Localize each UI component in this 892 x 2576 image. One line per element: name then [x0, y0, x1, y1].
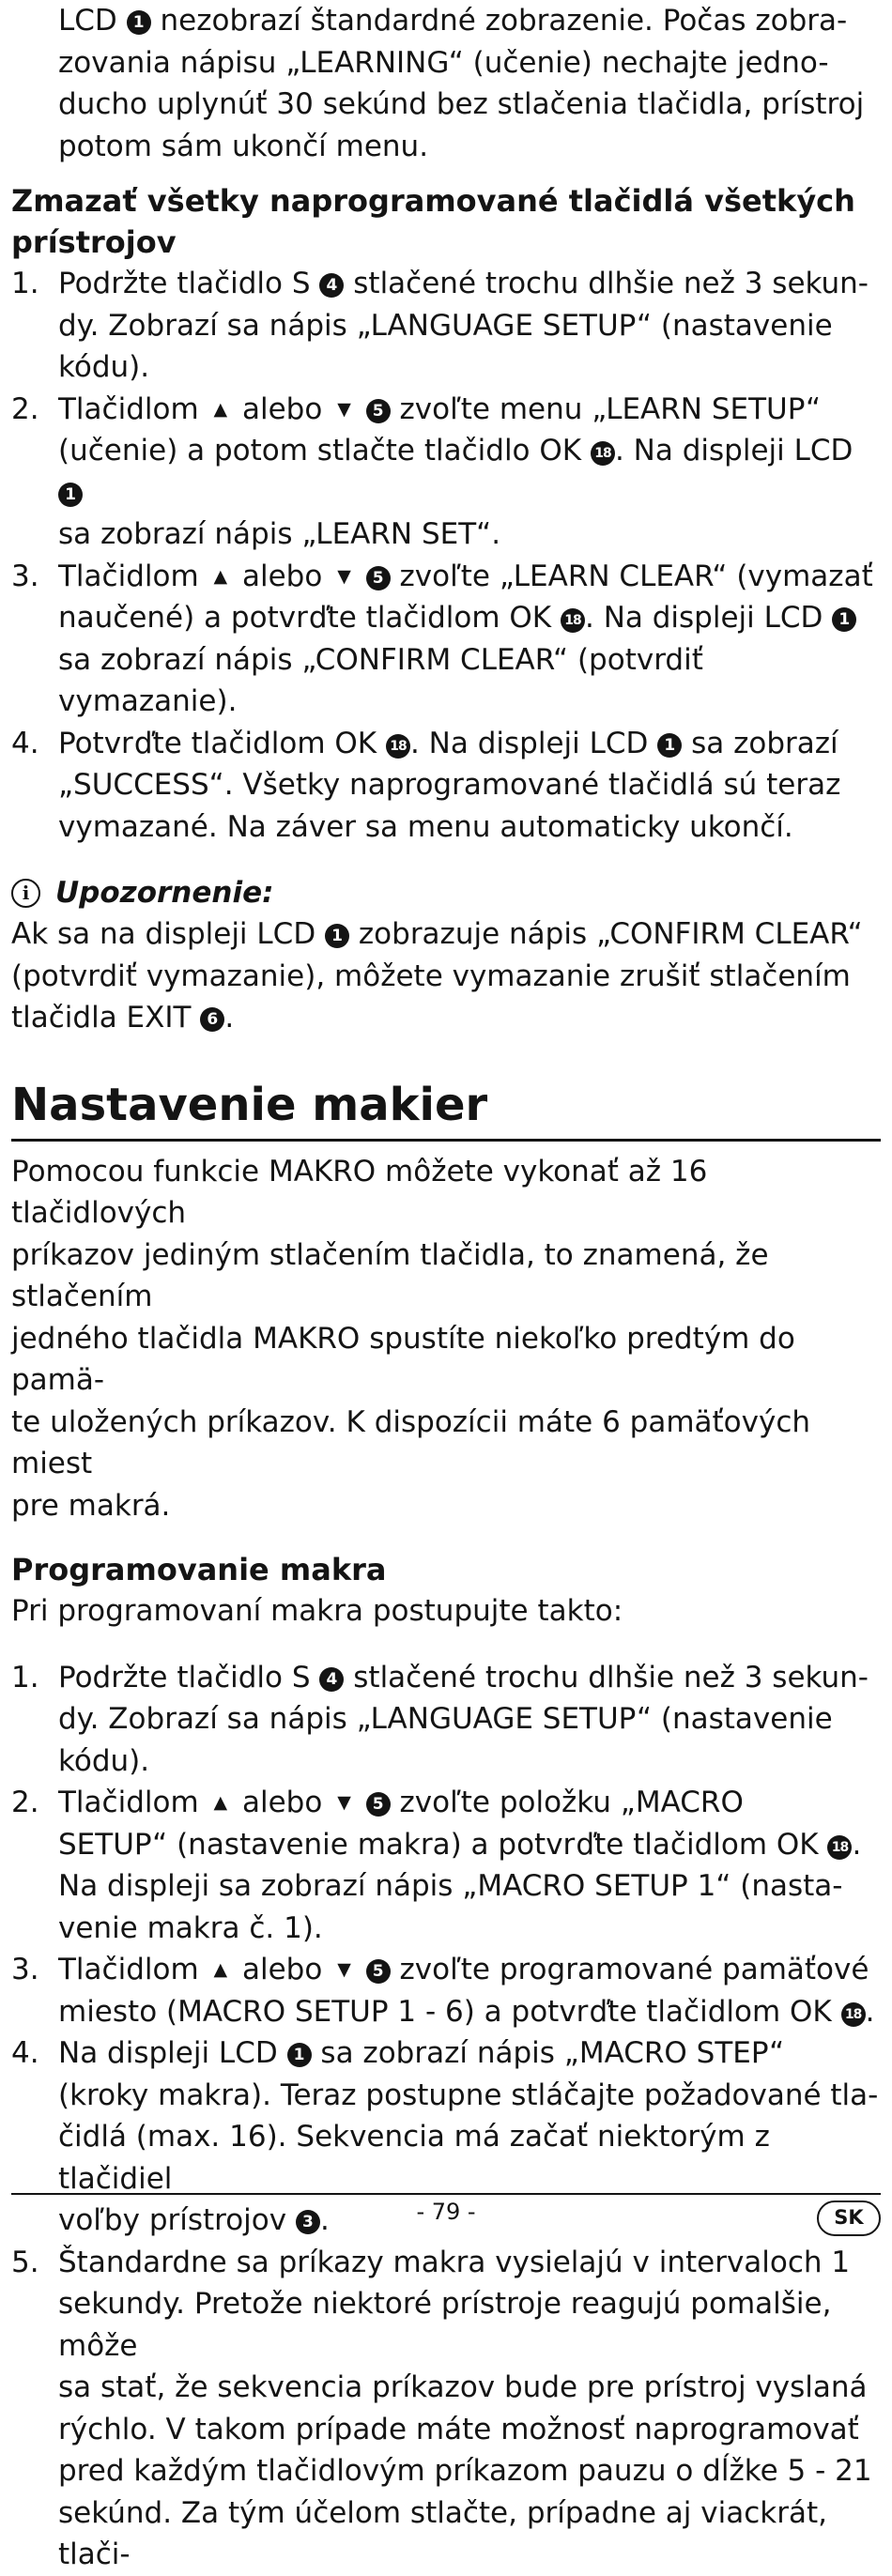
intro-line: zovania nápisu „LEARNING“ (učenie) nechajte jedno-: [58, 45, 829, 80]
manual-page: [11, 0, 881, 2576]
step-number: 1.: [11, 267, 39, 300]
note-box: [11, 872, 881, 1039]
arrow-up-icon: ▲: [213, 565, 228, 587]
intro-lcd: LCD: [58, 4, 117, 38]
ref-marker-3: 3: [296, 2210, 320, 2234]
step-text: Tlačidlom ▲ alebo ▼ 5 zvoľte položku „MACRO SETUP“ (nastavenie makra) a potvrďte tlačidlom OK 18 . Na displeji sa zobrazí nápis „MACRO SETUP 1“ (nasta- venie makra č. 1).: [58, 1786, 861, 1945]
arrow-down-icon: ▼: [337, 1792, 351, 1813]
macro-intro-line: Pomocou funkcie MAKRO môžete vykonať až 16 tlačidlových: [11, 1154, 708, 1230]
macro-intro-line: príkazov jediným stlačením tlačidla, to znamená, že stlačením: [11, 1237, 769, 1313]
step-number: 4.: [11, 2036, 39, 2070]
language-badge: SK: [817, 2200, 881, 2236]
step-item: [11, 556, 881, 723]
step-item: [11, 1657, 881, 1783]
intro-line: potom sám ukončí menu.: [58, 129, 429, 163]
step-text: Podržte tlačidlo S 4 stlačené trochu dlhšie než 3 sekun- dy. Zobrazí sa nápis „LANGUAGE SETUP“ (nastavenie kódu).: [58, 1660, 869, 1778]
step-number: 3.: [11, 1953, 39, 1986]
ref-marker-4: 4: [319, 1667, 344, 1692]
step-text: Na displeji LCD 1 sa zobrazí nápis „MACRO STEP“ (kroky makra). Teraz postupne stláčajte požadované tla- čidlá (max. 16). Sekvencia má začať niektorým z tlačidiel voľby prístrojov 3 .: [58, 2036, 879, 2237]
intro-line1-rest: nezobrazí štandardné zobrazenie. Počas zobra-: [160, 4, 848, 38]
note-text: Ak sa na displeji LCD 1 zobrazuje nápis „CONFIRM CLEAR“ (potvrdiť vymazanie), môžete vymazanie zrušiť stlačením tlačidla EXIT 6 .: [11, 917, 863, 1035]
macro-section-title: Nastavenie makier: [11, 1077, 881, 1142]
ref-marker-5: 5: [366, 1792, 391, 1817]
step-number: 5.: [11, 2245, 39, 2279]
page-number: - 79 -: [416, 2199, 476, 2225]
clear-steps-list: [11, 263, 881, 848]
step-number: 2.: [11, 1786, 39, 1819]
ref-marker-5: 5: [366, 399, 391, 423]
step-number: 2.: [11, 391, 39, 426]
clear-heading-line1: Zmazať všetky naprogramované tlačidlá všetkých: [11, 183, 855, 219]
ref-marker-1: 1: [657, 733, 682, 758]
intro-line: ducho uplynúť 30 sekúnd bez stlačenia tlačidla, prístroj: [58, 87, 865, 121]
info-icon: i: [11, 879, 40, 908]
step-item: [11, 1782, 881, 1949]
step-item: [11, 263, 881, 389]
ref-marker-18: 18: [386, 734, 410, 759]
step-text: Štandardne sa príkazy makra vysielajú v intervaloch 1 sekundy. Pretože niektoré prístroje reagujú pomalšie, môže sa stať, že sekvencia príkazov bude pre prístroj vyslaná rýchlo. V takom prípade máte možnosť naprogramovať pred každým tlačidlovým príkazom pauzu o dĺžke 5 - 21 sekúnd. Za tým účelom stlačte, prípadne aj viackrát, tlači-: [58, 2245, 872, 2571]
intro-paragraph: [11, 0, 881, 167]
arrow-down-icon: ▼: [337, 1959, 351, 1980]
arrow-up-icon: ▲: [213, 1959, 228, 1980]
clear-heading-line2: prístrojov: [11, 224, 177, 260]
step-item: [11, 2242, 881, 2576]
ref-marker-4: 4: [319, 273, 344, 298]
step-text: Tlačidlom ▲ alebo ▼ 5 zvoľte programované pamäťové miesto (MACRO SETUP 1 - 6) a potvrďte tlačidlom OK 18 .: [58, 1953, 874, 2029]
macro-sub-intro: Pri programovaní makra postupujte takto:: [11, 1594, 623, 1628]
macro-intro-line: pre makrá.: [11, 1488, 171, 1523]
note-title: Upozornenie:: [55, 876, 274, 910]
page-footer: [11, 2193, 881, 2242]
step-number: 4.: [11, 726, 39, 760]
ref-marker-18: 18: [841, 2002, 866, 2027]
step-text: Podržte tlačidlo S 4 stlačené trochu dlhšie než 3 sekun- dy. Zobrazí sa nápis „LANGUAGE SETUP“ (nastavenie kódu).: [58, 267, 869, 384]
arrow-down-icon: ▼: [337, 565, 351, 587]
arrow-up-icon: ▲: [213, 398, 228, 420]
ref-marker-18: 18: [591, 441, 615, 466]
ref-marker-1: 1: [325, 924, 349, 948]
ref-marker-1: 1: [58, 483, 83, 507]
step-number: 3.: [11, 559, 39, 593]
macro-programming: [11, 1549, 881, 2576]
step-item: [11, 1949, 881, 2032]
macro-intro: [11, 1151, 881, 1527]
ref-marker-5: 5: [366, 566, 391, 590]
ref-marker-1: 1: [127, 10, 151, 35]
clear-section: [11, 180, 881, 848]
ref-marker-1: 1: [832, 607, 856, 632]
step-number: 1.: [11, 1660, 39, 1694]
macro-intro-line: te uložených príkazov. K dispozícii máte 6 pamäťových miest: [11, 1404, 811, 1480]
ref-marker-18: 18: [561, 608, 585, 633]
ref-marker-1: 1: [287, 2043, 312, 2067]
ref-marker-6: 6: [200, 1007, 224, 1032]
step-item: [11, 723, 881, 849]
step-text: Potvrďte tlačidlom OK 18 . Na displeji LCD 1 sa zobrazí „SUCCESS“. Všetky naprogramované tlačidlá sú teraz vymazané. Na záver sa menu automaticky ukončí.: [58, 726, 841, 844]
step-item: [11, 389, 881, 556]
macro-intro-line: jedného tlačidla MAKRO spustíte niekoľko predtým do pamä-: [11, 1321, 795, 1397]
step-text: Tlačidlom ▲ alebo ▼ 5 zvoľte „LEARN CLEAR“ (vymazať naučené) a potvrďte tlačidlom OK 18 . Na displeji LCD 1 sa zobrazí nápis „CONFIRM CLEAR“ (potvrdiť vymazanie).: [58, 560, 873, 719]
arrow-up-icon: ▲: [213, 1792, 228, 1813]
step-text: Tlačidlom ▲ alebo ▼ 5 zvoľte menu „LEARN SETUP“ (učenie) a potom stlačte tlačidlo OK 18 . Na displeji LCD 1 sa zobrazí nápis „LEARN SET“.: [58, 392, 853, 552]
macro-sub-heading: Programovanie makra: [11, 1552, 387, 1587]
arrow-down-icon: ▼: [337, 398, 351, 420]
ref-marker-18: 18: [827, 1835, 852, 1860]
ref-marker-5: 5: [366, 1959, 391, 1984]
macro-steps-list: [11, 1657, 881, 2576]
